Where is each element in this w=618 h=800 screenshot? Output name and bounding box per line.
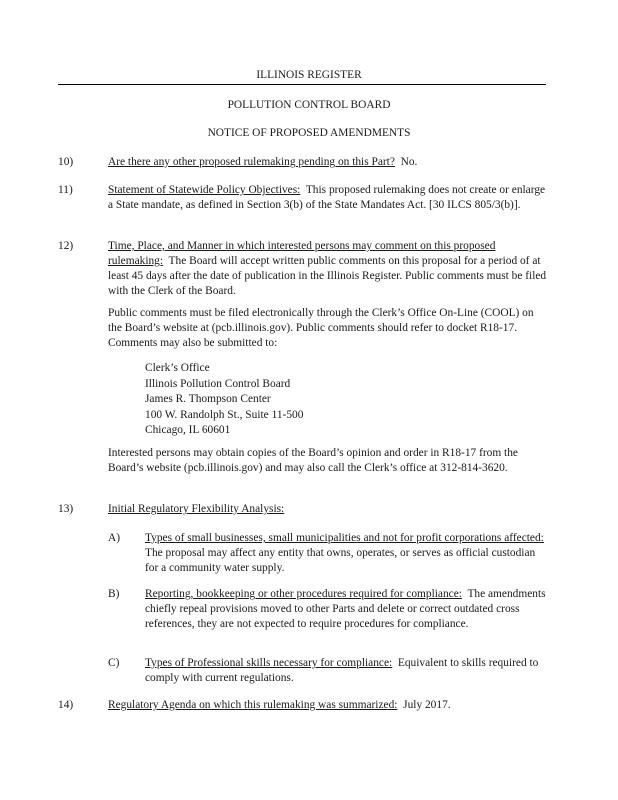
section-13a-letter: A) [108, 532, 121, 544]
section-11-number: 11) [58, 184, 73, 196]
section-14-number: 14) [58, 699, 74, 711]
address-line-3: James R. Thompson Center [145, 393, 271, 405]
section-10-text: No. [400, 156, 418, 168]
section-13c-heading: Types of Professional skills necessary for compliance: [145, 657, 393, 669]
address-line-2: Illinois Pollution Control Board [145, 377, 291, 390]
board-title: POLLUTION CONTROL BOARD [227, 99, 391, 111]
section-13a-heading: Types of small businesses, small municipalities and not for profit corporations affected: [145, 532, 544, 544]
section-14-text: July 2017. [403, 699, 451, 711]
section-13c-text: Equivalent to skills required to comply with current regulations. [145, 657, 539, 684]
section-13c [145, 656, 550, 686]
clerk-address [145, 361, 303, 439]
section-13b-letter: B) [108, 588, 120, 600]
section-13c-letter: C) [108, 657, 120, 669]
section-12-paragraph-2: Public comments must be filed electronically through the Clerk’s Office On-Line (COOL) on the Board’s website at (pcb.illinois.gov). Public comments should refer to docket R18-17. Comments may also be submitted to: [108, 307, 534, 349]
section-10-heading: Are there any other proposed rulemaking pending on this Part? [108, 156, 395, 168]
section-12-paragraph-3: Interested persons may obtain copies of the Board’s opinion and order in R18-17 from the Board’s website (pcb.illinois.gov) and may also call the Clerk’s office at 312-814-3620. [108, 447, 518, 474]
header-rule [58, 84, 546, 85]
section-14 [108, 698, 548, 713]
section-13b-text: The amendments chiefly repeal provisions moved to other Parts and delete or correct outdated cross references, they are not expected to require procedures for compliance. [145, 588, 546, 630]
section-11-text: This proposed rulemaking does not create or enlarge a State mandate, as defined in Section 3(b) of the State Mandates Act. [30 ILCS 805/3(b)]. [108, 184, 546, 211]
section-13-number: 13) [58, 503, 74, 515]
section-13 [108, 502, 548, 517]
section-14-heading: Regulatory Agenda on which this rulemaking was summarized: [108, 699, 398, 711]
section-13-heading: Initial Regulatory Flexibility Analysis: [108, 503, 285, 515]
register-title: ILLINOIS REGISTER [256, 69, 362, 81]
address-line-1: Clerk’s Office [145, 362, 210, 374]
notice-title: NOTICE OF PROPOSED AMENDMENTS [207, 127, 411, 139]
section-11 [108, 183, 548, 213]
section-12-heading: Time, Place, and Manner in which interested persons may comment on this proposed rulemaking: [108, 240, 496, 267]
section-13b [145, 587, 550, 632]
section-12-text: The Board will accept written public comments on this proposal for a period of at least 45 days after the date of publication in the Illinois Register. Public comments must be filed with the Clerk of the Board. [108, 255, 547, 297]
section-10-number: 10) [58, 156, 74, 168]
section-11-heading: Statement of Statewide Policy Objectives: [108, 184, 301, 196]
section-13b-heading: Reporting, bookkeeping or other procedures required for compliance: [145, 588, 462, 600]
section-12-number: 12) [58, 240, 74, 252]
section-12 [108, 239, 548, 299]
section-10 [108, 155, 548, 170]
address-line-5: Chicago, IL 60601 [145, 424, 231, 436]
section-13a-text: The proposal may affect any entity that owns, operates, or serves as official custodian for a community water supply. [145, 547, 536, 574]
section-13a [145, 531, 550, 576]
address-line-4: 100 W. Randolph St., Suite 11-500 [145, 408, 304, 421]
